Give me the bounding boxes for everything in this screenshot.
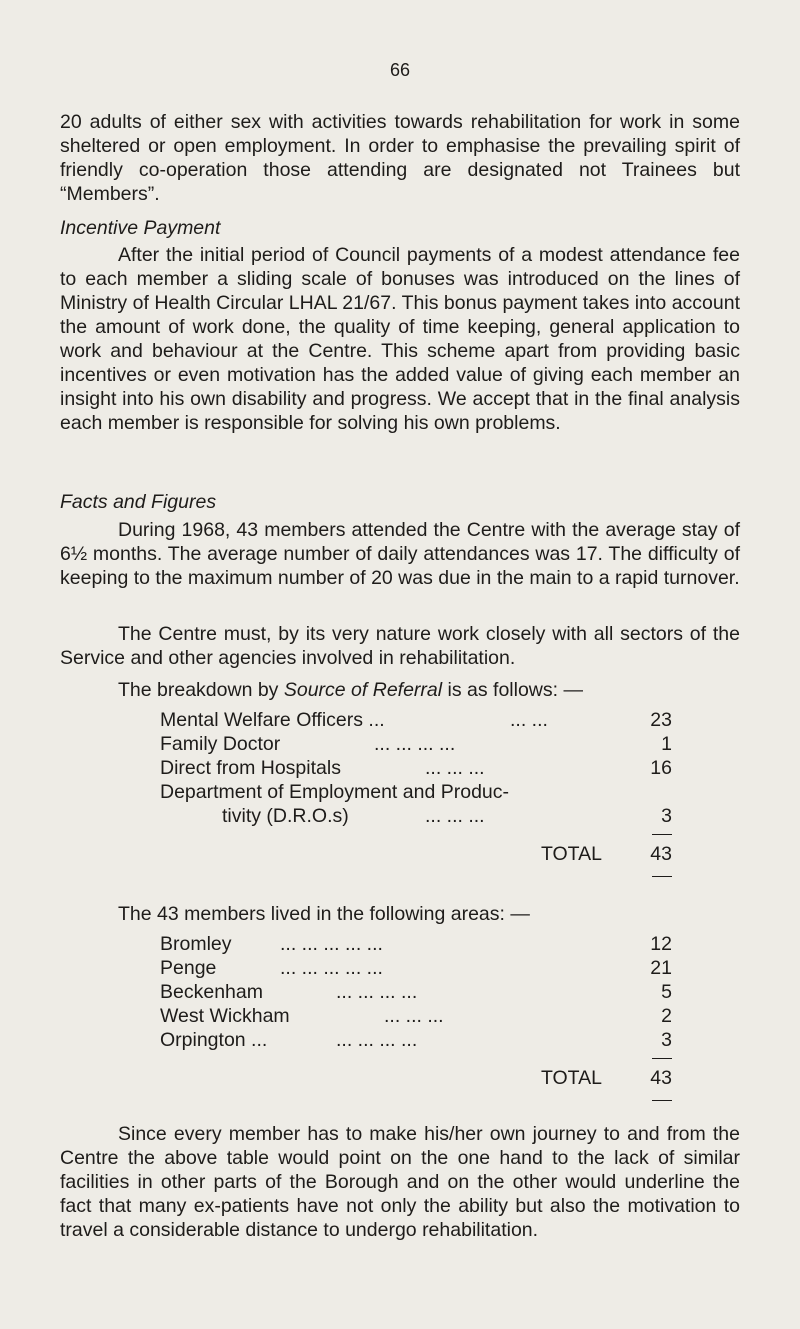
total-value: 43 — [650, 1067, 672, 1089]
incentive-paragraph: After the initial period of Council payments of a modest attendance fee to each member a sliding scale of bonuses was introduced on the lines of Ministry of Health Circular LHAL 21/67. This bonus payment takes into account the amount of work done, the quality of time keeping, general application to work and behaviour at the Centre. This scheme apart from providing basic incentives or even motivation has the added value of giving each member an insight into his own disability and progress. We accept that in the final analysis each member is responsible for solving his own problems. — [60, 244, 740, 434]
row-value: 12 — [650, 933, 672, 955]
referral-intro-italic: Source of Referral — [283, 679, 443, 701]
facts-paragraph-2: The Centre must, by its very nature work closely with all sectors of the Service and other agencies involved in rehabilitation. — [60, 623, 740, 669]
table-row — [160, 780, 672, 828]
sum-rule — [652, 1058, 672, 1059]
row-label: Department of Employment and Produc- — [160, 781, 510, 803]
table-row — [160, 1004, 672, 1028]
total-label: TOTAL — [540, 1067, 602, 1089]
table-row — [160, 932, 672, 956]
intro-paragraph: 20 adults of either sex with activities towards rehabilitation for work in some sheltered or open employment. In order to emphasise the prevailing spirit of friendly co-operation those attending are designated not Trainees but “Members”. — [60, 111, 740, 205]
row-leader: ... ... ... ... ... — [280, 933, 383, 955]
closing-paragraph: Since every member has to make his/her own journey to and from the Centre the above table would point on the one hand to the lack of similar facilities in other parts of the Borough and on the other would underline the fact that many ex-patients have not only the ability but also the motivation to travel a considerable distance to undergo rehabilitation. — [60, 1123, 740, 1241]
areas-intro: The 43 members lived in the following areas: — — [118, 903, 530, 925]
facts-heading: Facts and Figures — [60, 491, 217, 513]
incentive-heading: Incentive Payment — [60, 217, 221, 239]
row-label: Beckenham — [160, 981, 263, 1003]
row-label: Mental Welfare Officers ... — [160, 709, 385, 731]
row-label: Direct from Hospitals — [160, 757, 341, 779]
row-leader: ... ... ... — [425, 757, 485, 779]
row-label: Orpington ... — [160, 1029, 268, 1051]
row-leader: ... ... ... — [384, 1005, 444, 1027]
total-value: 43 — [650, 843, 672, 865]
referral-intro-post: is as follows: — — [442, 679, 583, 701]
row-value: 21 — [650, 957, 672, 979]
facts-paragraph-1: During 1968, 43 members attended the Centre with the average stay of 6½ months. The average number of daily attendances was 17. The difficulty of keeping to the maximum number of 20 was due in the main to a rapid turnover. — [60, 519, 740, 589]
row-leader: ... ... ... ... — [374, 733, 456, 755]
row-leader: ... ... ... ... ... — [280, 957, 383, 979]
table-row — [160, 732, 672, 756]
referral-intro-pre: The breakdown by — [118, 679, 284, 701]
row-leader: ... ... ... — [425, 805, 485, 827]
total-label: TOTAL — [540, 843, 602, 865]
total-row — [160, 828, 672, 868]
total-underline — [652, 1100, 672, 1101]
total-row — [160, 1052, 672, 1092]
row-leader: ... ... ... ... — [336, 981, 418, 1003]
row-label: Family Doctor — [160, 733, 281, 755]
row-label: Penge — [160, 957, 217, 979]
row-value: 1 — [661, 733, 672, 755]
areas-table — [160, 932, 672, 1092]
row-value: 2 — [661, 1005, 672, 1027]
row-value: 23 — [650, 709, 672, 731]
row-value: 5 — [661, 981, 672, 1003]
row-leader: ... ... — [510, 709, 548, 731]
row-label: West Wickham — [160, 1005, 290, 1027]
table-row — [160, 708, 672, 732]
row-leader: ... ... ... ... — [336, 1029, 418, 1051]
total-underline — [652, 876, 672, 877]
page-number: 66 — [389, 60, 411, 80]
table-row — [160, 1028, 672, 1052]
table-row — [160, 756, 672, 780]
sum-rule — [652, 834, 672, 835]
referral-intro — [118, 678, 738, 702]
row-label: Bromley — [160, 933, 232, 955]
row-label-continued: tivity (D.R.O.s) — [222, 805, 349, 827]
row-value: 16 — [650, 757, 672, 779]
table-row — [160, 956, 672, 980]
table-row — [160, 980, 672, 1004]
row-value: 3 — [661, 805, 672, 827]
row-value: 3 — [661, 1029, 672, 1051]
referral-table — [160, 708, 672, 868]
